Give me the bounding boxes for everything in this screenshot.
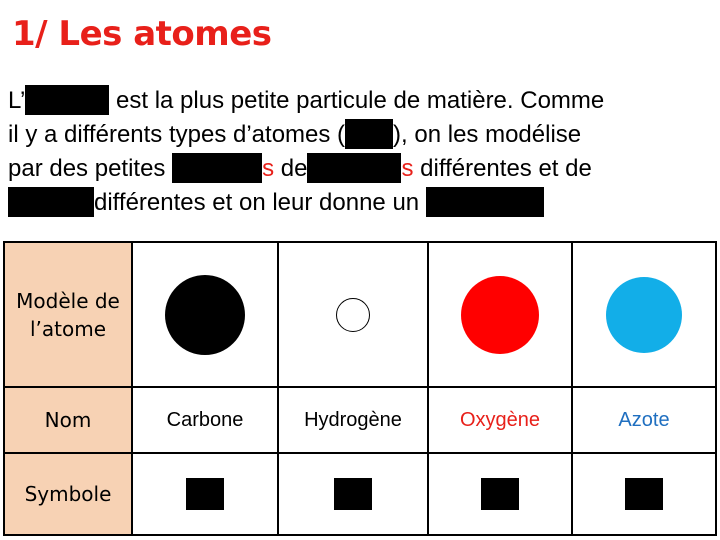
nitrogen-atom-circle [606, 277, 682, 353]
atom-name: Oxygène [459, 408, 541, 431]
hidden-word-block [25, 85, 109, 115]
atoms-table [3, 241, 717, 536]
page-title: 1/ Les atomes [12, 14, 272, 54]
hidden-word-block [345, 119, 393, 149]
atom-name-cell [278, 387, 428, 453]
atom-name-cell [572, 387, 716, 453]
hidden-word-block [426, 187, 544, 217]
text-fragment: est la plus petite particule de matière. Comme [109, 87, 605, 114]
atom-symbol-cell [572, 453, 716, 535]
atom-name-cell [132, 387, 278, 453]
paragraph-line-2 [8, 118, 714, 152]
atom-model-cell [278, 242, 428, 387]
paragraph-line-4 [8, 186, 714, 220]
atom-name: Carbone [166, 408, 244, 431]
text-fragment: par des petites [8, 155, 173, 182]
row-label-model: Modèle de l’atome [4, 242, 132, 387]
hidden-symbol-block [625, 478, 663, 510]
text-fragment-red: s [262, 155, 275, 182]
atom-name: Hydrogène [304, 408, 402, 431]
text-fragment-red: s [401, 155, 414, 182]
row-label-name: Nom [4, 387, 132, 453]
oxygen-atom-circle [461, 276, 539, 354]
hidden-symbol-block [334, 478, 372, 510]
hidden-symbol-block [186, 478, 224, 510]
hidden-symbol-block [481, 478, 519, 510]
atom-symbol-cell [278, 453, 428, 535]
text-fragment: L’ [8, 87, 26, 114]
table-row-symbol [4, 453, 716, 535]
text-fragment: différentes et on leur donne un [94, 189, 420, 216]
table-row-name [4, 387, 716, 453]
row-label-symbol: Symbole [4, 453, 132, 535]
atom-model-cell [572, 242, 716, 387]
atom-model-cell [132, 242, 278, 387]
hydrogen-atom-circle [336, 298, 370, 332]
text-fragment: ), on les modélise [393, 121, 582, 148]
atom-name: Azote [618, 408, 670, 431]
hidden-word-block [8, 187, 94, 217]
hidden-word-block [172, 153, 262, 183]
text-fragment: différentes et de [413, 155, 592, 182]
hidden-word-block [307, 153, 401, 183]
paragraph-line-3 [8, 152, 714, 186]
table-row-model [4, 242, 716, 387]
atom-model-cell [428, 242, 572, 387]
atom-symbol-cell [428, 453, 572, 535]
atom-name-cell [428, 387, 572, 453]
text-fragment: il y a différents types d’atomes ( [8, 121, 346, 148]
intro-paragraph [8, 84, 714, 220]
paragraph-line-1 [8, 84, 714, 118]
atom-symbol-cell [132, 453, 278, 535]
text-fragment: de [274, 155, 308, 182]
carbon-atom-circle [165, 275, 245, 355]
